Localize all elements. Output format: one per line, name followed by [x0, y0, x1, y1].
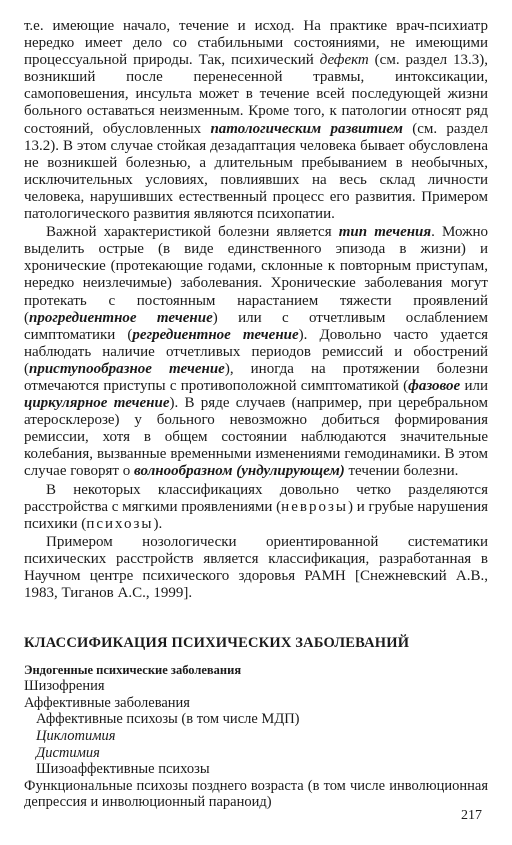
text-run: (см. раздел 13.2). В этом случае стойкая дезадаптация человека бывает обусловлена не возникшей болезнью, а длительным пребыванием в необычных, исключительных условиях, повлиявших на весь склад личности человека, нарушивших естественный процесс его развития. Примером патологического развития являются психопатии. [24, 120, 489, 223]
list-item: Аффективные заболевания [24, 694, 190, 711]
list-item: Шизоаффективные психозы [36, 761, 210, 778]
list-item: Шизофрения [24, 678, 105, 695]
text-run: ), иногда на протяжении болезни отмечаются приступы с противоположной симптоматикой ( [24, 360, 489, 394]
text-run: т.е. имеющие начало, течение и исход. На практике врач-психиатр нередко имеет дело со стабильными состояниями, не имеющими процессуальной природы. Так, психический [24, 18, 488, 69]
page-number: 217 [461, 808, 482, 823]
term-paroxysmal: приступообразное течение [29, 360, 225, 377]
term-pathological-development: патологическим развитием [210, 120, 403, 137]
classification-list [24, 678, 488, 811]
paragraph-4: Примером нозологически ориентированной систематики психических расстройств является классификация, разработанная в Научном центре психического здоровья РАМН [Снежневский А.В., 1983, Тиганов А.С., 1999]. [24, 533, 488, 602]
list-item: Аффективные психозы (в том числе МДП) [36, 711, 300, 728]
text-run: В некоторых классификациях довольно четко разделяются расстройства с мягкими проявлениями ( [24, 481, 488, 515]
subheading: Эндогенные психические заболевания [24, 663, 242, 678]
text-run: (см. раздел 13.3), возникший после перенесенной травмы, интоксикации, самоповешения, инсульта может в течение всей последующей жизни больного оставаться неизменным. Кроме того, к патологии относят ряд состояний, обусловленных [24, 52, 489, 137]
term-progredient: прогредиентное течение [29, 309, 213, 326]
text-run: Важной характеристикой болезни является [46, 224, 339, 241]
text-run: ). В ряде случаев (например, при церебральном атеросклерозе) у больного невозможно добиться формирования ремиссии, хотя в общем состоянии наблюдаются значительные колебания, вызванные временными изменениями гемодинамики. В этом случае говорят о [24, 395, 488, 480]
page-content [24, 18, 488, 811]
text-run: ) или с отчетливым ослаблением симптоматики ( [24, 309, 489, 343]
term-psychoses: психозы [86, 515, 154, 532]
text-run: ) и грубые нарушения психики ( [24, 498, 488, 532]
term-defect: дефект [319, 52, 369, 69]
text-run: ). Довольно часто удается наблюдать наличие отчетливых периодов ремиссий и обострений ( [24, 326, 488, 377]
section-heading: КЛАССИФИКАЦИЯ ПСИХИЧЕСКИХ ЗАБОЛЕВАНИЙ [24, 635, 410, 652]
list-item: Циклотимия [36, 727, 116, 744]
term-circular: циркулярное течение [24, 395, 170, 412]
term-regredient: регредиентное течение [132, 326, 299, 343]
list-item: Функциональные психозы позднего возраста (в том числе инволюционная депрессия и инволюционный параноид) [24, 777, 488, 811]
paragraph-1 [24, 18, 488, 223]
term-undulating: волнообразном (ундулирующем) [133, 463, 345, 480]
paragraph-2 [24, 224, 488, 480]
text-run: течении болезни. [344, 463, 459, 480]
text-run: или [460, 377, 488, 394]
text-run: ). [153, 515, 163, 532]
paragraph-3 [24, 482, 488, 533]
list-item: Дистимия [36, 744, 100, 761]
term-phasic: фазовое [408, 377, 461, 394]
text-run: . Можно выделить острые (в виде единственного эпизода в жизни) и хронические (протекающие годами, склонные к повторным приступам, нередко неизлечимые) заболевания. Хронические заболевания могут протекать с постоянным нарастанием тяжести проявлений ( [24, 224, 488, 326]
term-course-type: тип течения [338, 224, 432, 241]
term-neuroses: неврозы [281, 498, 348, 515]
